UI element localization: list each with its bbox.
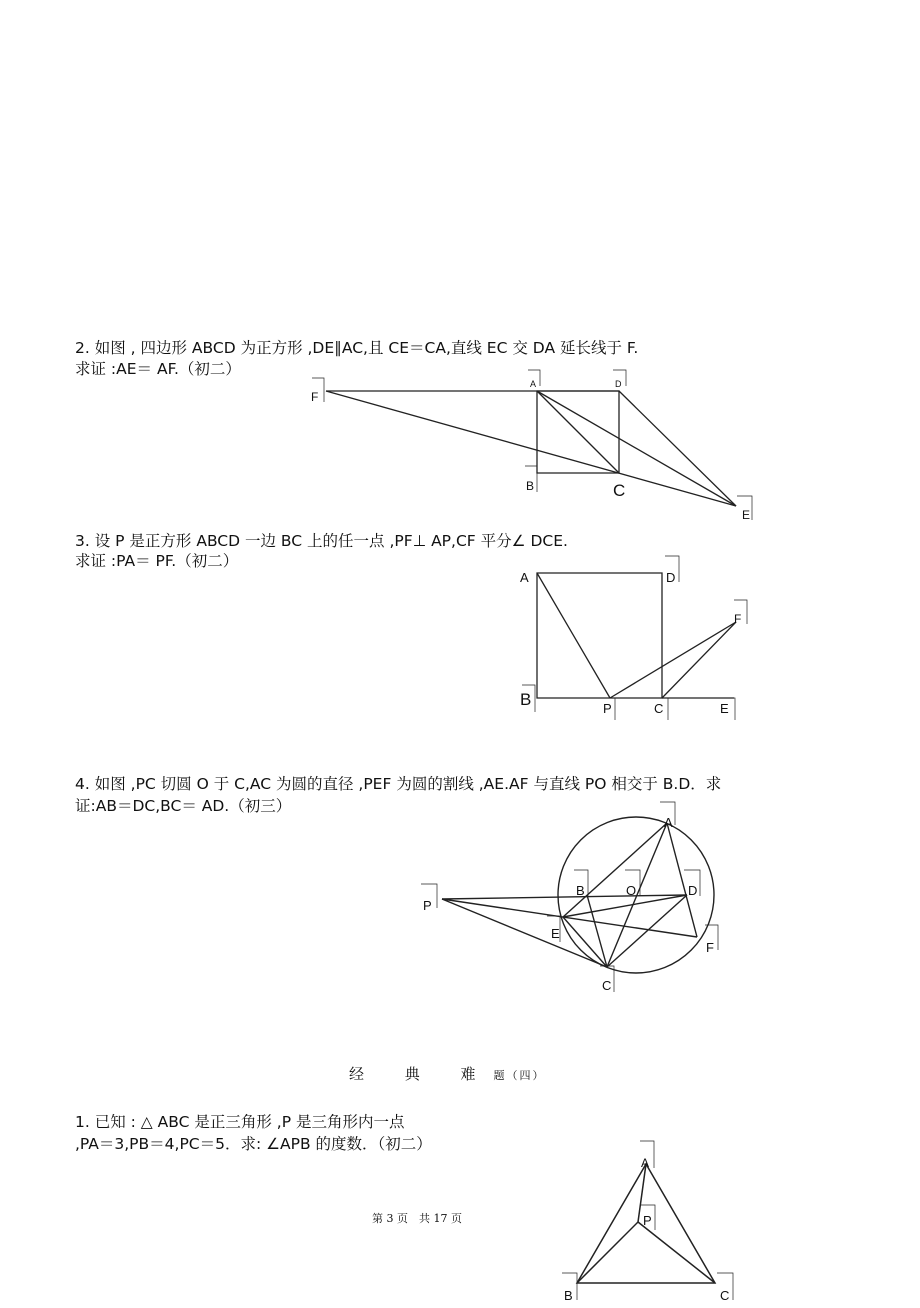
- problem-3-line-2: 求证 :PA＝ PF.（初二）: [75, 552, 239, 570]
- figure-4: [410, 800, 730, 1000]
- label-A: A: [530, 379, 537, 389]
- label-P: P: [643, 1213, 652, 1228]
- figure-2: [300, 370, 770, 530]
- problem-3-line-1: 3. 设 P 是正方形 ABCD 一边 BC 上的任一点 ,PF⊥ AP,CF 平分∠ DCE.: [75, 532, 568, 550]
- label-F: F: [311, 390, 319, 404]
- label-E: E: [742, 508, 751, 522]
- label-B: B: [520, 690, 532, 709]
- section-title-tail: 题（四）: [493, 1069, 546, 1082]
- label-P: P: [603, 701, 612, 716]
- label-F: F: [734, 612, 742, 626]
- figure-3: [510, 555, 760, 725]
- label-C: C: [654, 701, 664, 716]
- label-D: D: [666, 570, 676, 585]
- label-A: A: [520, 570, 529, 585]
- line-af: [667, 823, 697, 937]
- line-pd: [442, 895, 687, 899]
- label-F: F: [706, 940, 714, 955]
- line-dc: [607, 895, 687, 967]
- line-pf: [442, 899, 697, 937]
- section-title-main: 经 典 难: [349, 1065, 494, 1083]
- label-C: C: [602, 978, 612, 993]
- problem-4-line-1: 4. 如图 ,PC 切圆 O 于 C,AC 为圆的直径 ,PEF 为圆的割线 ,AE.AF 与直线 PO 相交于 B.D．求: [75, 775, 722, 793]
- label-B: B: [526, 479, 535, 493]
- problem-4-line-2: 证:AB＝DC,BC＝ AD.（初三）: [75, 797, 292, 815]
- section-title: [349, 1063, 546, 1084]
- s4-problem-1-line-1: 1. 已知 : △ ABC 是正三角形 ,P 是三角形内一点: [75, 1113, 405, 1131]
- label-C: C: [613, 481, 626, 500]
- line-pc: [442, 899, 607, 967]
- line-pc: [638, 1222, 715, 1283]
- page-footer: 第 3 页 共 17 页: [372, 1212, 462, 1225]
- label-E: E: [551, 926, 560, 941]
- s4-problem-1-line-2: ,PA＝3,PB＝4,PC＝5．求: ∠APB 的度数．（初二）: [75, 1135, 432, 1153]
- label-B: B: [576, 883, 585, 898]
- label-E: E: [720, 701, 729, 716]
- label-B: B: [564, 1288, 573, 1303]
- problem-2-line-1: 2. 如图 , 四边形 ABCD 为正方形 ,DE∥AC,且 CE＝CA,直线 EC 交 DA 延长线于 F.: [75, 339, 639, 357]
- label-P: P: [423, 898, 432, 913]
- label-D: D: [615, 379, 622, 389]
- label-O: O: [626, 883, 637, 898]
- line-ap: [537, 573, 610, 698]
- label-C: C: [720, 1288, 730, 1303]
- label-D: D: [688, 883, 698, 898]
- label-A: A: [664, 815, 673, 830]
- line-ed: [563, 895, 687, 917]
- problem-2-line-2: 求证 :AE＝ AF.（初二）: [75, 360, 241, 378]
- figure-s4-1: [560, 1140, 740, 1306]
- label-A: A: [641, 1156, 650, 1170]
